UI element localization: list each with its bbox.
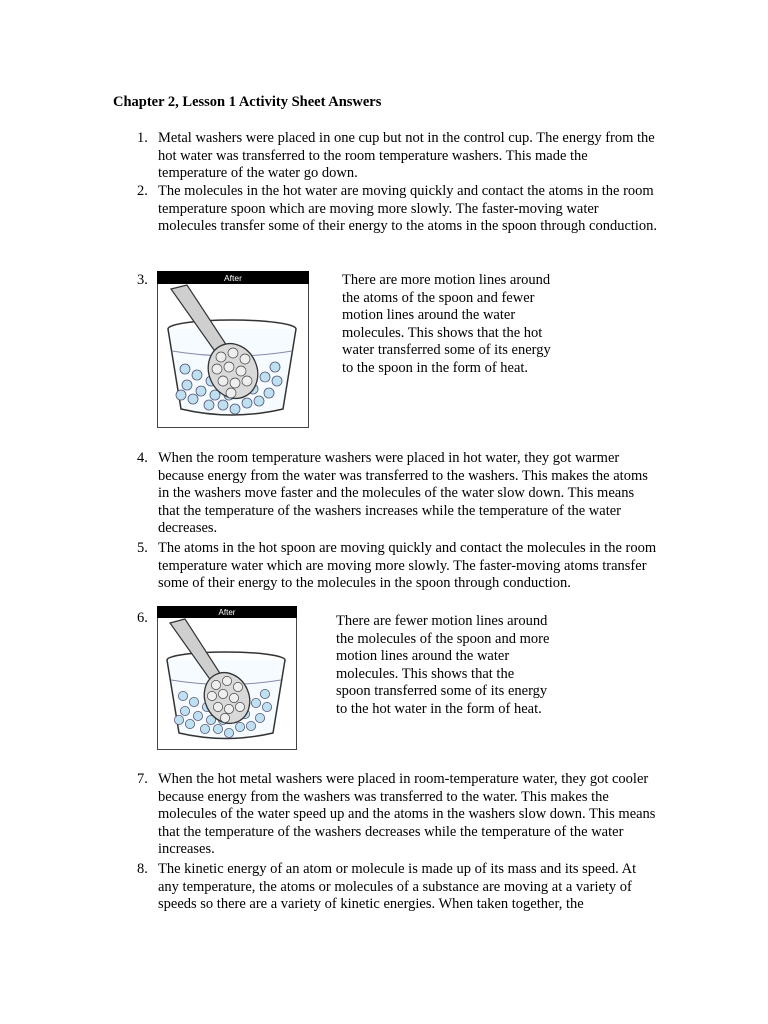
- item-number: 6.: [137, 610, 148, 626]
- item-number: 7.: [137, 771, 148, 787]
- cup-spoon-illustration: [157, 606, 297, 750]
- cup-spoon-illustration: [157, 271, 309, 428]
- figure-explanation: There are more motion lines around the atoms of the spoon and fewer motion lines around the water molecules. This shows that the hot water transferred some of its energy to the spoon in the form of heat.: [342, 272, 551, 376]
- cup-diagram-figure: [157, 271, 309, 428]
- item-number: 2.: [137, 183, 148, 199]
- item-number: 4.: [137, 450, 148, 466]
- figure-label: After: [224, 273, 242, 283]
- figure-explanation: There are fewer motion lines around the molecules of the spoon and more motion lines around the water molecules. This shows that the spoon transferred some of its energy to the hot water in the form of heat.: [336, 613, 550, 717]
- item-text: Metal washers were placed in one cup but not in the control cup. The energy from the hot water was transferred to the room temperature washers. This made the temperature of the water go down.: [158, 130, 655, 182]
- item-number: 1.: [137, 130, 148, 146]
- item-text: The atoms in the hot spoon are moving quickly and contact the molecules in the room temperature water which are moving more slowly. The faster-moving atoms transfer some of their energy to the molecules in the spoon through conduction.: [158, 540, 657, 592]
- page-title: Chapter 2, Lesson 1 Activity Sheet Answers: [113, 94, 382, 110]
- cup-diagram-figure: [157, 606, 297, 750]
- item-text: When the hot metal washers were placed in room-temperature water, they got cooler because energy from the washers was transferred to the water. This makes the molecules of the water speed up and the atoms in the washers slow down. This means that the temperature of the washers decreases while the temperature of the water increases.: [158, 771, 656, 858]
- item-number: 8.: [137, 861, 148, 877]
- item-number: 3.: [137, 272, 148, 288]
- item-text: The molecules in the hot water are moving quickly and contact the atoms in the room temperature spoon which are moving more slowly. The faster-moving water molecules transfer some of their energy to the atoms in the spoon through conduction.: [158, 183, 658, 235]
- item-number: 5.: [137, 540, 148, 556]
- figure-label: After: [218, 608, 236, 617]
- item-text: When the room temperature washers were placed in hot water, they got warmer because energy from the water was transferred to the washers. This makes the atoms in the washers move faster and the molecules of the water slow down. This means that the temperature of the washers increases while the temperature of the water decreases.: [158, 450, 648, 537]
- item-text: The kinetic energy of an atom or molecule is made up of its mass and its speed. At any temperature, the atoms or molecules of a substance are moving at a variety of speeds so there are a variety of kinetic energies. When taken together, the: [158, 861, 637, 913]
